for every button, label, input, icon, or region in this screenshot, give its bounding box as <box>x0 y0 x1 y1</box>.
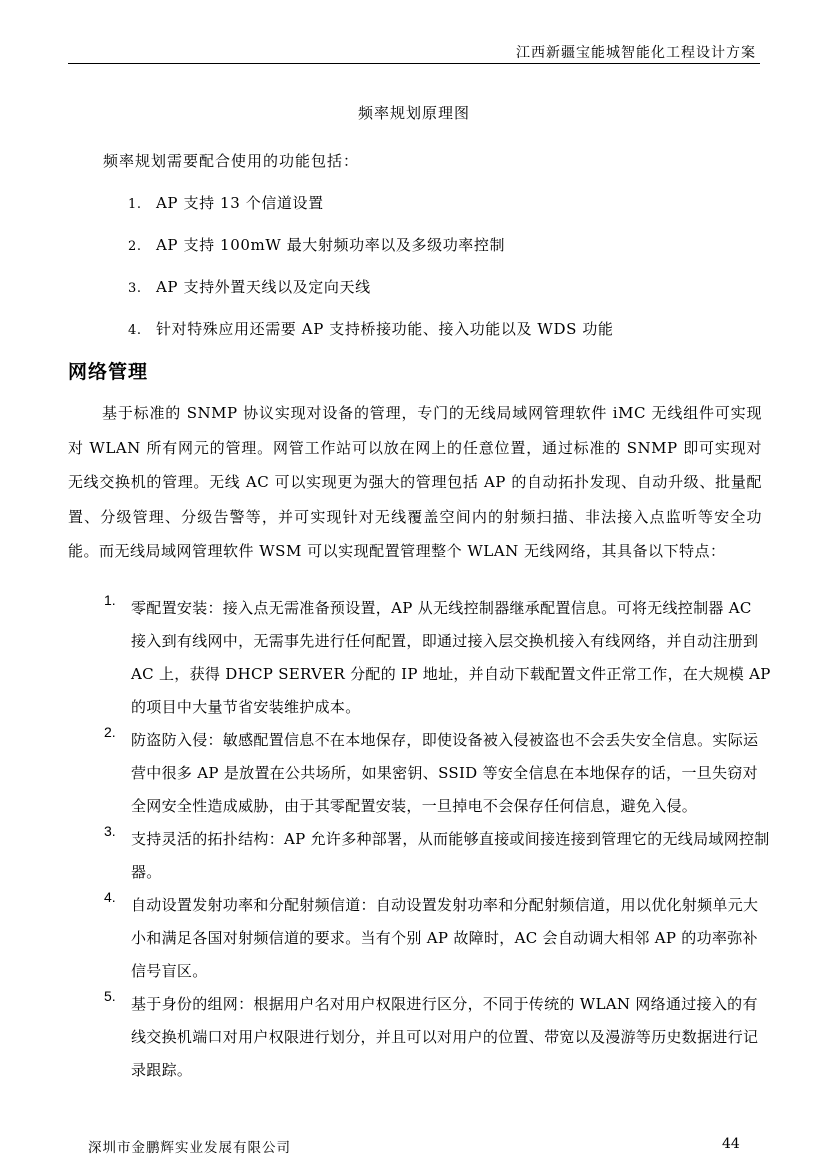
list-item-number: 2. <box>128 239 142 254</box>
feature-item <box>0 724 828 823</box>
list-item-text: 针对特殊应用还需要 AP 支持桥接功能、接入功能以及 WDS 功能 <box>156 320 614 338</box>
header-title: 江西新疆宝能城智能化工程设计方案 <box>516 45 756 61</box>
feature-item <box>0 823 828 889</box>
list-item-number: 3. <box>128 281 142 296</box>
feature-number: 5. <box>104 988 116 1004</box>
page-number: 44 <box>722 1136 740 1152</box>
feature-number: 4. <box>104 889 116 905</box>
feature-item <box>0 592 828 724</box>
feature-number: 1. <box>104 592 116 608</box>
list-item-number: 4. <box>128 323 142 338</box>
list-item-text: AP 支持 13 个信道设置 <box>156 194 324 212</box>
features-list <box>0 592 828 1087</box>
list-item <box>128 192 324 213</box>
list-item <box>128 318 614 339</box>
feature-text: 自动设置发射功率和分配射频信道：自动设置发射功率和分配射频信道，用以优化射频单元大小和满足各国对射频信道的要求。当有个别 AP 故障时，AC 会自动调大相邻 AP 的功率弥补信号盲区。 <box>131 896 759 980</box>
intro-text: 频率规划需要配合使用的功能包括： <box>103 152 360 170</box>
feature-text: 零配置安装：接入点无需准备预设置，AP 从无线控制器继承配置信息。可将无线控制器 AC 接入到有线网中，无需事先进行任何配置，即通过接入层交换机接入有线网络，并自动注册到 AC 上，获得 DHCP SERVER 分配的 IP 地址，并自动下载配置文件正常工作，在大规模 AP 的项目中大量节省安装维护成本。 <box>131 599 771 716</box>
section-paragraph: 基于标准的 SNMP 协议实现对设备的管理，专门的无线局域网管理软件 iMC 无线组件可实现对 WLAN 所有网元的管理。网管工作站可以放在网上的任意位置，通过标准的 SNMP 即可实现对无线交换机的管理。无线 AC 可以实现更为强大的管理包括 AP 的自动拓扑发现、自动升级、批量配置、分级管理、分级告警等，并可实现针对无线覆盖空间内的射频扫描、非法接入点监听等安全功能。而无线局域网管理软件 WSM 可以实现配置管理整个 WLAN 无线网络，其具备以下特点： <box>68 404 762 560</box>
feature-item <box>0 988 828 1087</box>
feature-text: 基于身份的组网：根据用户名对用户权限进行区分，不同于传统的 WLAN 网络通过接入的有线交换机端口对用户权限进行划分，并且可以对用户的位置、带宽以及漫游等历史数据进行记录跟踪。 <box>131 995 759 1079</box>
list-item <box>128 276 371 297</box>
list-item <box>128 234 505 255</box>
header-divider <box>68 63 760 64</box>
section-heading: 网络管理 <box>68 361 149 383</box>
feature-text: 支持灵活的拓扑结构：AP 允许多种部署，从而能够直接或间接连接到管理它的无线局域网控制器。 <box>131 830 770 881</box>
list-item-number: 1. <box>128 197 142 212</box>
figure-caption: 频率规划原理图 <box>357 104 470 122</box>
list-item-text: AP 支持外置天线以及定向天线 <box>156 278 371 296</box>
footer-company: 深圳市金鹏辉实业发展有限公司 <box>88 1140 291 1156</box>
feature-text: 防盗防入侵：敏感配置信息不在本地保存，即使设备被入侵被盗也不会丢失安全信息。实际运营中很多 AP 是放置在公共场所，如果密钥、SSID 等安全信息在本地保存的话，一旦失窃对全网安全性造成威胁，由于其零配置安装，一旦掉电不会保存任何信息，避免入侵。 <box>131 731 759 815</box>
feature-number: 3. <box>104 823 116 839</box>
feature-number: 2. <box>104 724 116 740</box>
list-item-text: AP 支持 100mW 最大射频功率以及多级功率控制 <box>156 236 506 254</box>
feature-item <box>0 889 828 988</box>
